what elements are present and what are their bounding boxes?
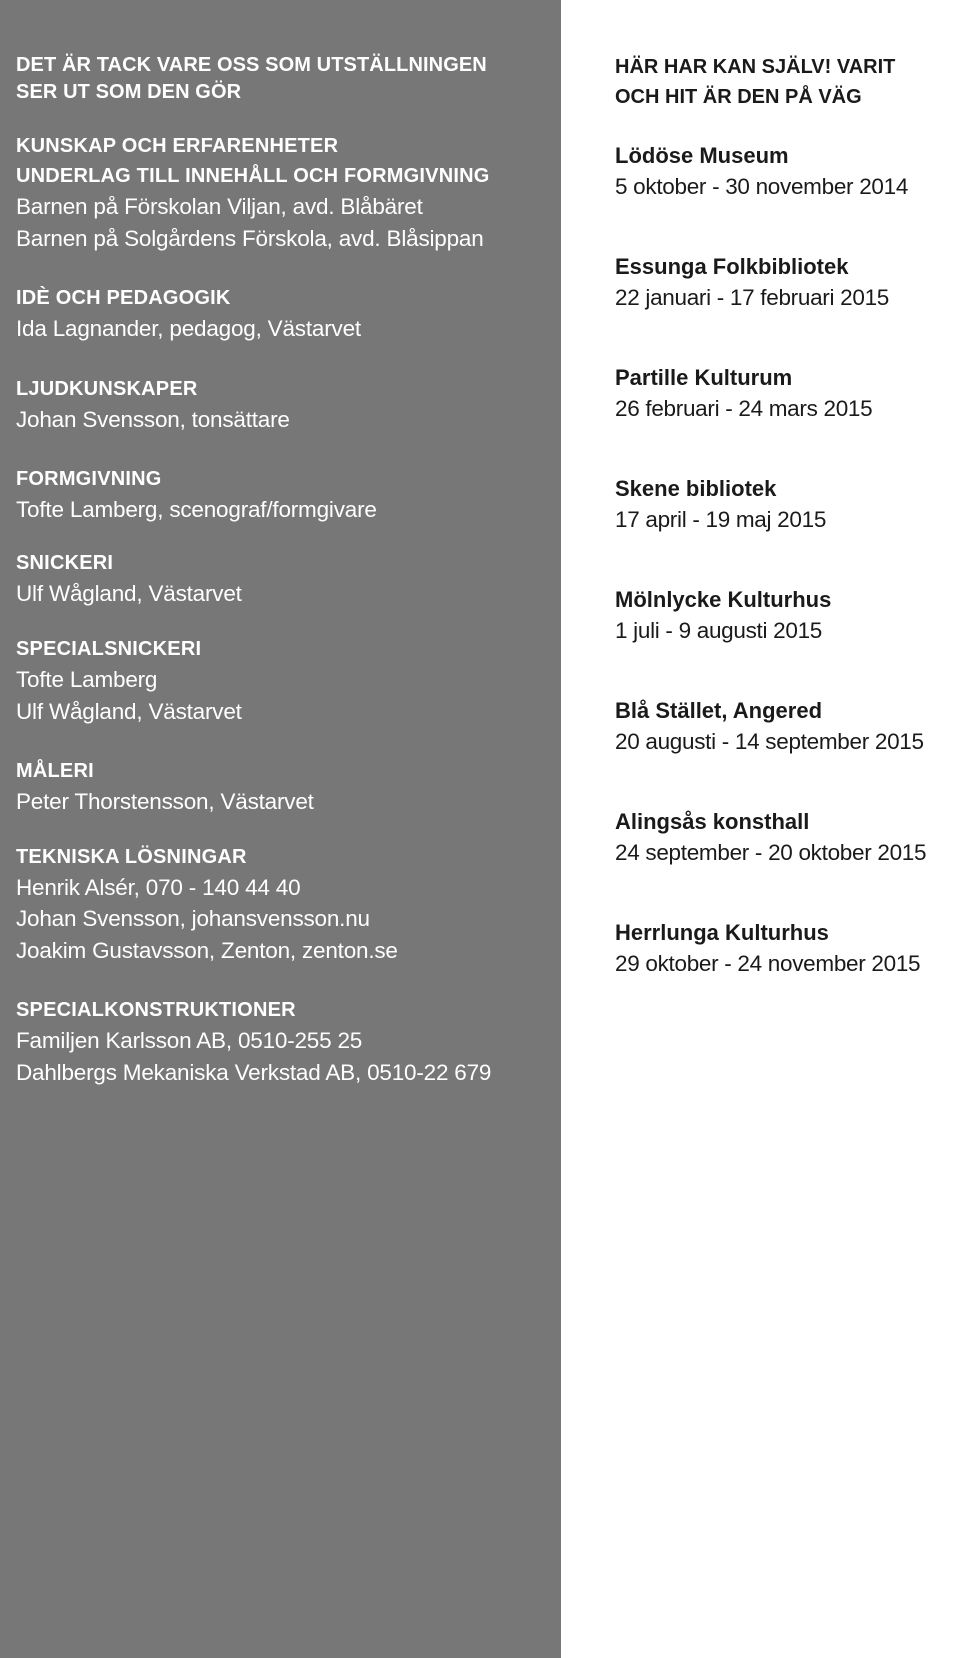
credit-line: Peter Thorstensson, Västarvet: [16, 789, 314, 814]
tour-panel: [615, 0, 960, 1658]
credit-section-ide: [16, 283, 561, 345]
venue-dates: 29 oktober - 24 november 2015: [615, 951, 921, 976]
venue-dates: 22 januari - 17 februari 2015: [615, 285, 889, 310]
credit-section-specialkonstruktioner: [16, 995, 561, 1088]
tour-heading: [615, 52, 960, 112]
intro-heading-line: SER UT SOM DEN GÖR: [16, 81, 242, 103]
venue-name: Mölnlycke Kulturhus: [615, 587, 832, 612]
credit-line: Barnen på Förskolan Viljan, avd. Blåbäret: [16, 194, 423, 219]
venue-dates: 24 september - 20 oktober 2015: [615, 840, 927, 865]
credit-line: Johan Svensson, johansvensson.nu: [16, 906, 370, 931]
venue-item: [615, 474, 960, 536]
venue-name: Blå Stället, Angered: [615, 698, 823, 723]
venue-name: Lödöse Museum: [615, 143, 789, 168]
credit-title: FORMGIVNING: [16, 468, 162, 490]
venue-dates: 17 april - 19 maj 2015: [615, 507, 827, 532]
credit-section-maleri: [16, 756, 561, 818]
tour-heading-line: HÄR HAR KAN SJÄLV! VARIT: [615, 56, 896, 78]
credit-section-tekniska: [16, 842, 561, 967]
credit-section-snickeri: [16, 548, 561, 610]
venue-name: Alingsås konsthall: [615, 809, 810, 834]
credit-title: KUNSKAP OCH ERFARENHETER: [16, 135, 339, 157]
tour-heading-line: OCH HIT ÄR DEN PÅ VÄG: [615, 86, 862, 108]
credit-title: TEKNISKA LÖSNINGAR: [16, 845, 247, 868]
credit-title: LJUDKUNSKAPER: [16, 377, 198, 400]
credit-line: Ida Lagnander, pedagog, Västarvet: [16, 316, 361, 341]
venue-item: [615, 807, 960, 869]
credit-line: Ulf Wågland, Västarvet: [16, 698, 242, 724]
credits-intro-heading: [16, 52, 561, 106]
credit-line: Henrik Alsér, 070 - 140 44 40: [16, 874, 301, 900]
venue-name: Skene bibliotek: [615, 476, 777, 501]
credit-title: UNDERLAG TILL INNEHÅLL OCH FORMGIVNING: [16, 165, 490, 187]
credit-section-ljud: [16, 374, 561, 436]
venue-dates: 20 augusti - 14 september 2015: [615, 729, 924, 754]
credit-section-specialsnickeri: [16, 634, 561, 727]
credit-title: SNICKERI: [16, 551, 114, 574]
credit-line: Tofte Lamberg, scenograf/formgivare: [16, 497, 377, 522]
credit-section-kunskap: [16, 131, 561, 254]
credit-line: Dahlbergs Mekaniska Verkstad AB, 0510-22 679: [16, 1059, 492, 1085]
credit-title: MÅLERI: [16, 760, 94, 782]
venue-dates: 5 oktober - 30 november 2014: [615, 174, 909, 199]
credit-line: Tofte Lamberg: [16, 667, 158, 692]
venue-item: [615, 585, 960, 647]
venue-item: [615, 252, 960, 314]
venue-name: Essunga Folkbibliotek: [615, 254, 849, 279]
credit-title: IDÈ OCH PEDAGOGIK: [16, 287, 231, 309]
credit-title: SPECIALSNICKERI: [16, 638, 202, 660]
venue-item: [615, 918, 960, 980]
credit-line: Johan Svensson, tonsättare: [16, 406, 290, 432]
credit-section-formgivning: [16, 464, 561, 526]
credit-line: Familjen Karlsson AB, 0510-255 25: [16, 1028, 363, 1053]
credit-line: Joakim Gustavsson, Zenton, zenton.se: [16, 937, 398, 963]
credit-title: SPECIALKONSTRUKTIONER: [16, 999, 296, 1021]
venue-name: Herrlunga Kulturhus: [615, 920, 829, 945]
venue-item: [615, 363, 960, 425]
intro-heading-line: DET ÄR TACK VARE OSS SOM UTSTÄLLNINGEN: [16, 54, 487, 76]
credit-line: Ulf Wågland, Västarvet: [16, 580, 242, 606]
venue-item: [615, 141, 960, 203]
venue-item: [615, 696, 960, 758]
venue-name: Partille Kulturum: [615, 365, 793, 390]
venue-dates: 1 juli - 9 augusti 2015: [615, 618, 822, 643]
venue-dates: 26 februari - 24 mars 2015: [615, 396, 873, 421]
credit-line: Barnen på Solgårdens Förskola, avd. Blåsippan: [16, 225, 484, 251]
